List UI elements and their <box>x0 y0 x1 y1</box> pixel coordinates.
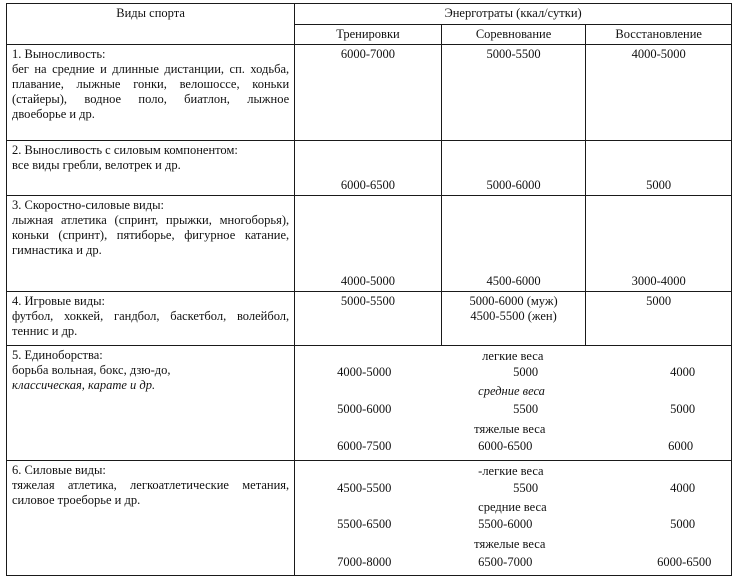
sport-title: 3. Скоростно-силовые виды: <box>12 198 164 212</box>
table-row <box>7 45 732 141</box>
competition-value: 5000-5500 <box>441 45 586 141</box>
training-value: 5000-6000 <box>337 402 392 416</box>
competition-value-men: 5000-6000 (муж) <box>469 294 558 308</box>
recovery-value: 5000 <box>670 517 696 531</box>
weight-class-label: тяжелые веса <box>474 537 546 551</box>
competition-value: 5500 <box>513 402 539 416</box>
training-value: 6000-7500 <box>337 439 392 453</box>
competition-value <box>441 292 586 346</box>
sport-cell <box>7 461 295 576</box>
weight-class-label: легкие веса <box>482 349 544 363</box>
recovery-value: 5000 <box>586 292 732 346</box>
table-row <box>7 196 732 292</box>
sport-title: 5. Единоборства: <box>12 348 103 362</box>
recovery-value: 4000 <box>670 365 696 379</box>
competition-value: 5000-6000 <box>441 141 586 196</box>
recovery-value: 3000-4000 <box>586 196 732 292</box>
sport-description: лыжная атлетика (спринт, прыжки, многоборья), коньки (спринт), пятиборье, фигурное катание, гимнастика и др. <box>12 213 290 257</box>
table-row <box>7 292 732 346</box>
recovery-column-header: Восстановление <box>586 25 732 45</box>
weight-class-label: средние веса <box>478 384 545 398</box>
sport-description: бег на средние и длинные дистанции, сп. ходьба, плавание, лыжные гонки, велошоссе, коньки (стайеры), водное поло, биатлон, лыжное двоеборье и др. <box>12 62 290 121</box>
sport-description: футбол, хоккей, гандбол, баскетбол, волейбол, теннис и др. <box>12 309 290 338</box>
training-value: 5500-6500 <box>337 517 392 531</box>
training-column-header: Тренировки <box>295 25 442 45</box>
competition-value-women: 4500-5500 (жен) <box>470 309 557 323</box>
sport-title: 2. Выносливость с силовым компонентом: <box>12 143 238 157</box>
training-value: 6000-7000 <box>295 45 442 141</box>
competition-value: 5500-6000 <box>478 517 533 531</box>
competition-value: 5000 <box>513 365 539 379</box>
competition-column-header: Соревнование <box>441 25 586 45</box>
weight-class-label: тяжелые веса <box>474 422 546 436</box>
recovery-value: 5000 <box>670 402 696 416</box>
recovery-value: 4000 <box>670 481 696 495</box>
sport-description: все виды гребли, велотрек и др. <box>12 158 181 172</box>
weight-class-values <box>295 461 732 576</box>
sport-description: тяжелая атлетика, легкоатлетические метания, силовое троеборье и др. <box>12 478 290 507</box>
sport-cell <box>7 346 295 461</box>
table-row <box>7 141 732 196</box>
sport-description: борьба вольная, бокс, дзю-до, <box>12 363 171 377</box>
training-value: 5000-5500 <box>295 292 442 346</box>
sport-title: 4. Игровые виды: <box>12 294 105 308</box>
recovery-value: 6000-6500 <box>657 555 712 569</box>
recovery-value: 4000-5000 <box>586 45 732 141</box>
recovery-value: 5000 <box>586 141 732 196</box>
competition-value: 6500-7000 <box>478 555 533 569</box>
header-row <box>7 4 732 25</box>
sport-cell <box>7 292 295 346</box>
weight-class-label: -легкие веса <box>478 464 544 478</box>
training-value: 4500-5500 <box>337 481 392 495</box>
energy-group-header: Энерготраты (ккал/сутки) <box>295 4 732 25</box>
training-value: 4000-5000 <box>295 196 442 292</box>
table-row <box>7 346 732 461</box>
sport-cell <box>7 196 295 292</box>
competition-value: 6000-6500 <box>478 439 533 453</box>
sport-cell <box>7 141 295 196</box>
table-row <box>7 461 732 576</box>
training-value: 6000-6500 <box>295 141 442 196</box>
sport-cell <box>7 45 295 141</box>
weight-class-values <box>295 346 732 461</box>
sport-title: 1. Выносливость: <box>12 47 106 61</box>
weight-class-label: средние веса <box>478 500 547 514</box>
sport-column-header: Виды спорта <box>7 4 295 45</box>
recovery-value: 6000 <box>668 439 694 453</box>
sport-description-cont: классическая, карате и др. <box>12 378 156 392</box>
training-value: 4000-5000 <box>337 365 392 379</box>
energy-expenditure-table <box>6 3 732 576</box>
sport-title: 6. Силовые виды: <box>12 463 106 477</box>
competition-value: 5500 <box>513 481 539 495</box>
competition-value: 4500-6000 <box>441 196 586 292</box>
training-value: 7000-8000 <box>337 555 392 569</box>
